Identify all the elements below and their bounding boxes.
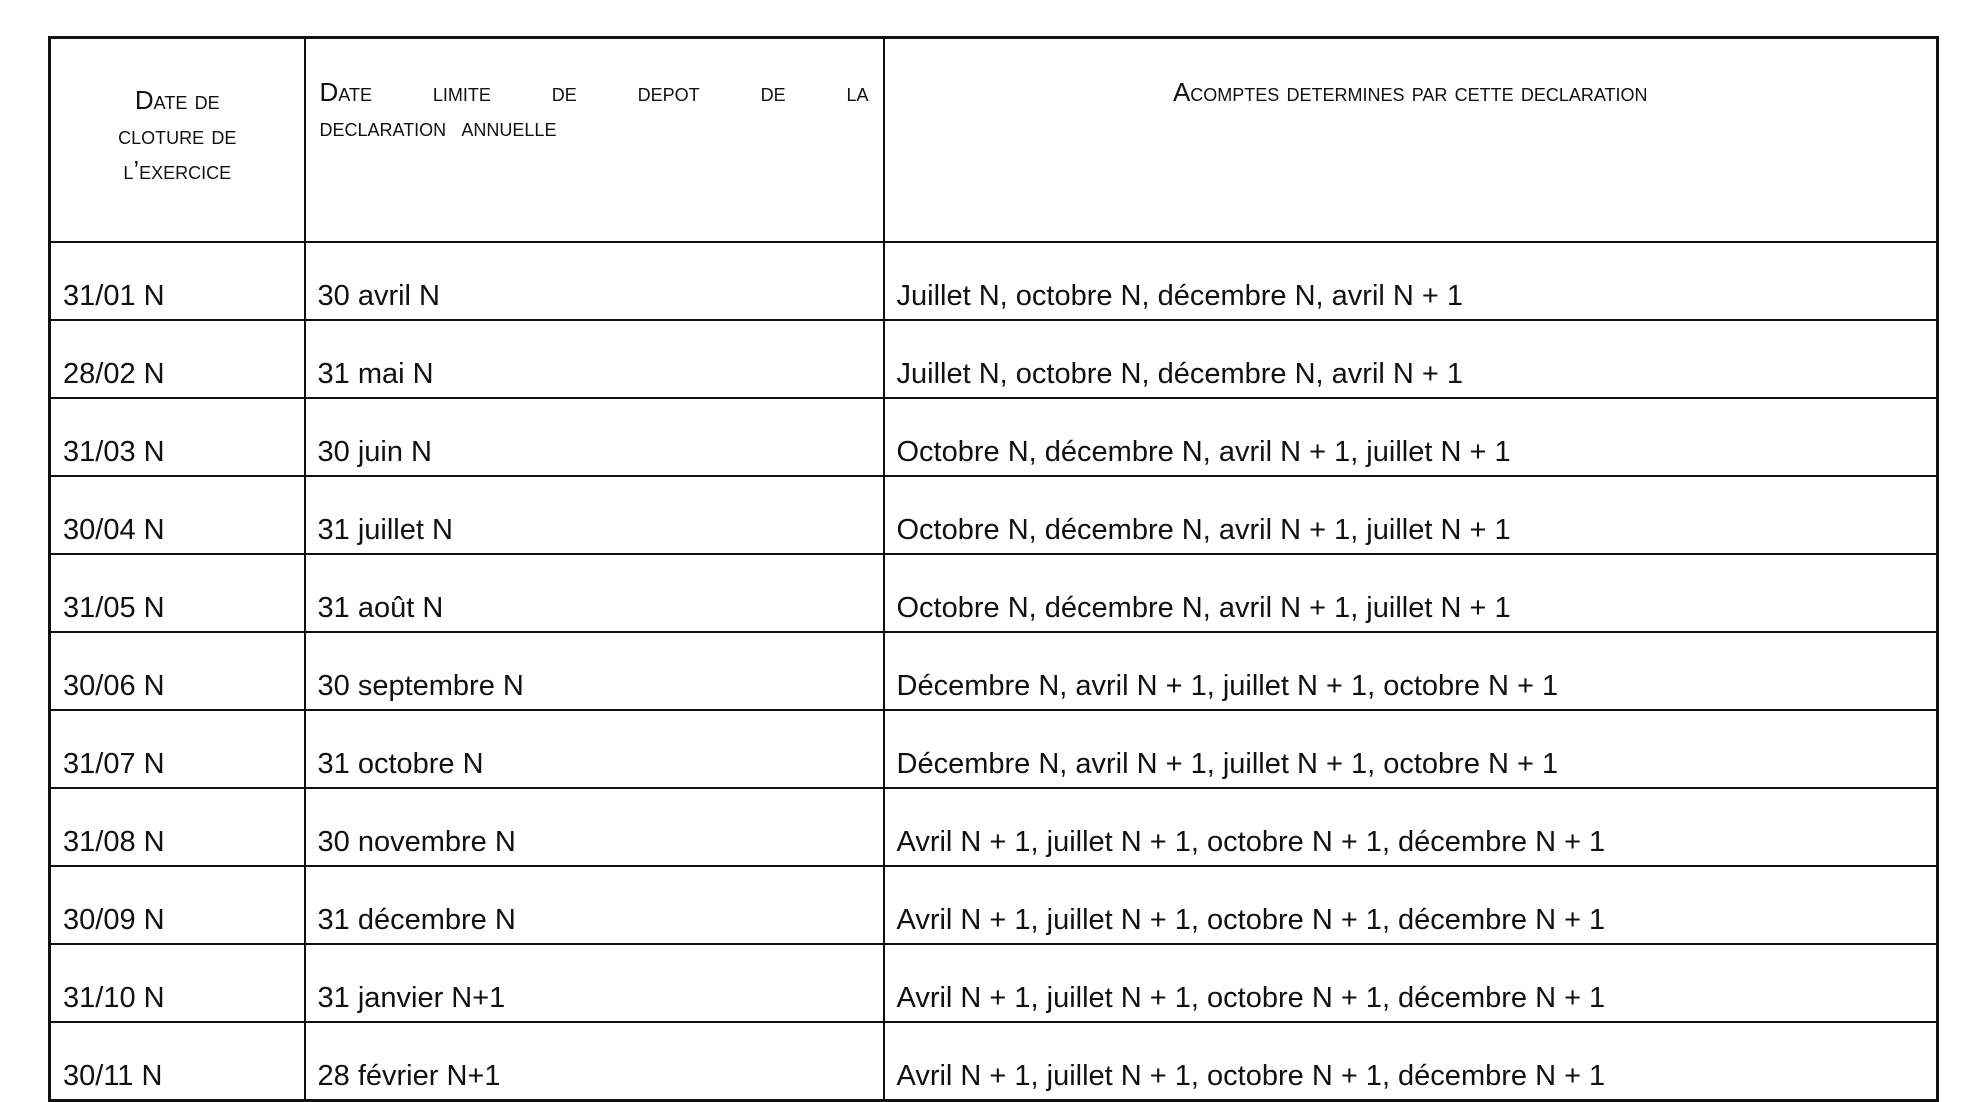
cell-acomptes: Octobre N, décembre N, avril N + 1, juillet N + 1 <box>884 554 1938 632</box>
cell-depot-deadline: 31 janvier N+1 <box>305 944 884 1022</box>
cell-cloture-date: 30/09 N <box>50 866 305 944</box>
table-row <box>50 710 1938 788</box>
cell-cloture-date: 30/06 N <box>50 632 305 710</box>
header-depot-line-1: Date limite de depot de la <box>319 77 869 107</box>
cell-depot-deadline: 30 juin N <box>305 398 884 476</box>
cell-acomptes: Avril N + 1, juillet N + 1, octobre N + 1, décembre N + 1 <box>884 866 1938 944</box>
table-row <box>50 1022 1938 1101</box>
table-body <box>50 242 1938 1101</box>
cell-acomptes: Octobre N, décembre N, avril N + 1, juillet N + 1 <box>884 398 1938 476</box>
table-row <box>50 554 1938 632</box>
cell-acomptes: Juillet N, octobre N, décembre N, avril N + 1 <box>884 320 1938 398</box>
cell-acomptes: Avril N + 1, juillet N + 1, octobre N + 1, décembre N + 1 <box>884 788 1938 866</box>
cell-depot-deadline: 31 mai N <box>305 320 884 398</box>
header-acomptes-label: Acomptes determines par cette declaration <box>1172 77 1648 107</box>
table-row <box>50 788 1938 866</box>
header-cloture-line-1: Date de <box>134 85 220 115</box>
cell-acomptes: Avril N + 1, juillet N + 1, octobre N + 1, décembre N + 1 <box>884 944 1938 1022</box>
header-depot-line-2: declaration annuelle <box>319 112 557 142</box>
cell-cloture-date: 31/10 N <box>50 944 305 1022</box>
header-cloture <box>50 38 305 243</box>
cell-cloture-date: 30/11 N <box>50 1022 305 1101</box>
cell-depot-deadline: 31 décembre N <box>305 866 884 944</box>
header-cloture-line-3: l’exercice <box>123 155 232 185</box>
cell-depot-deadline: 31 août N <box>305 554 884 632</box>
table-row <box>50 476 1938 554</box>
cell-depot-deadline: 30 avril N <box>305 242 884 320</box>
cell-acomptes: Juillet N, octobre N, décembre N, avril N + 1 <box>884 242 1938 320</box>
cell-depot-deadline: 30 septembre N <box>305 632 884 710</box>
cell-depot-deadline: 31 octobre N <box>305 710 884 788</box>
cell-acomptes: Décembre N, avril N + 1, juillet N + 1, octobre N + 1 <box>884 710 1938 788</box>
cell-acomptes: Octobre N, décembre N, avril N + 1, juillet N + 1 <box>884 476 1938 554</box>
table-row <box>50 632 1938 710</box>
cell-depot-deadline: 30 novembre N <box>305 788 884 866</box>
cell-depot-deadline: 31 juillet N <box>305 476 884 554</box>
deadline-table <box>48 36 1939 1102</box>
table-row <box>50 242 1938 320</box>
header-row <box>50 38 1938 243</box>
table-row <box>50 866 1938 944</box>
cell-cloture-date: 31/08 N <box>50 788 305 866</box>
header-acomptes <box>884 38 1938 243</box>
cell-acomptes: Décembre N, avril N + 1, juillet N + 1, octobre N + 1 <box>884 632 1938 710</box>
cell-depot-deadline: 28 février N+1 <box>305 1022 884 1101</box>
cell-cloture-date: 31/03 N <box>50 398 305 476</box>
cell-cloture-date: 31/05 N <box>50 554 305 632</box>
cell-cloture-date: 31/01 N <box>50 242 305 320</box>
header-cloture-line-2: cloture de <box>118 120 237 150</box>
header-depot <box>305 38 884 243</box>
cell-cloture-date: 31/07 N <box>50 710 305 788</box>
table-row <box>50 944 1938 1022</box>
cell-cloture-date: 30/04 N <box>50 476 305 554</box>
table-row <box>50 398 1938 476</box>
cell-cloture-date: 28/02 N <box>50 320 305 398</box>
table-row <box>50 320 1938 398</box>
cell-acomptes: Avril N + 1, juillet N + 1, octobre N + 1, décembre N + 1 <box>884 1022 1938 1101</box>
